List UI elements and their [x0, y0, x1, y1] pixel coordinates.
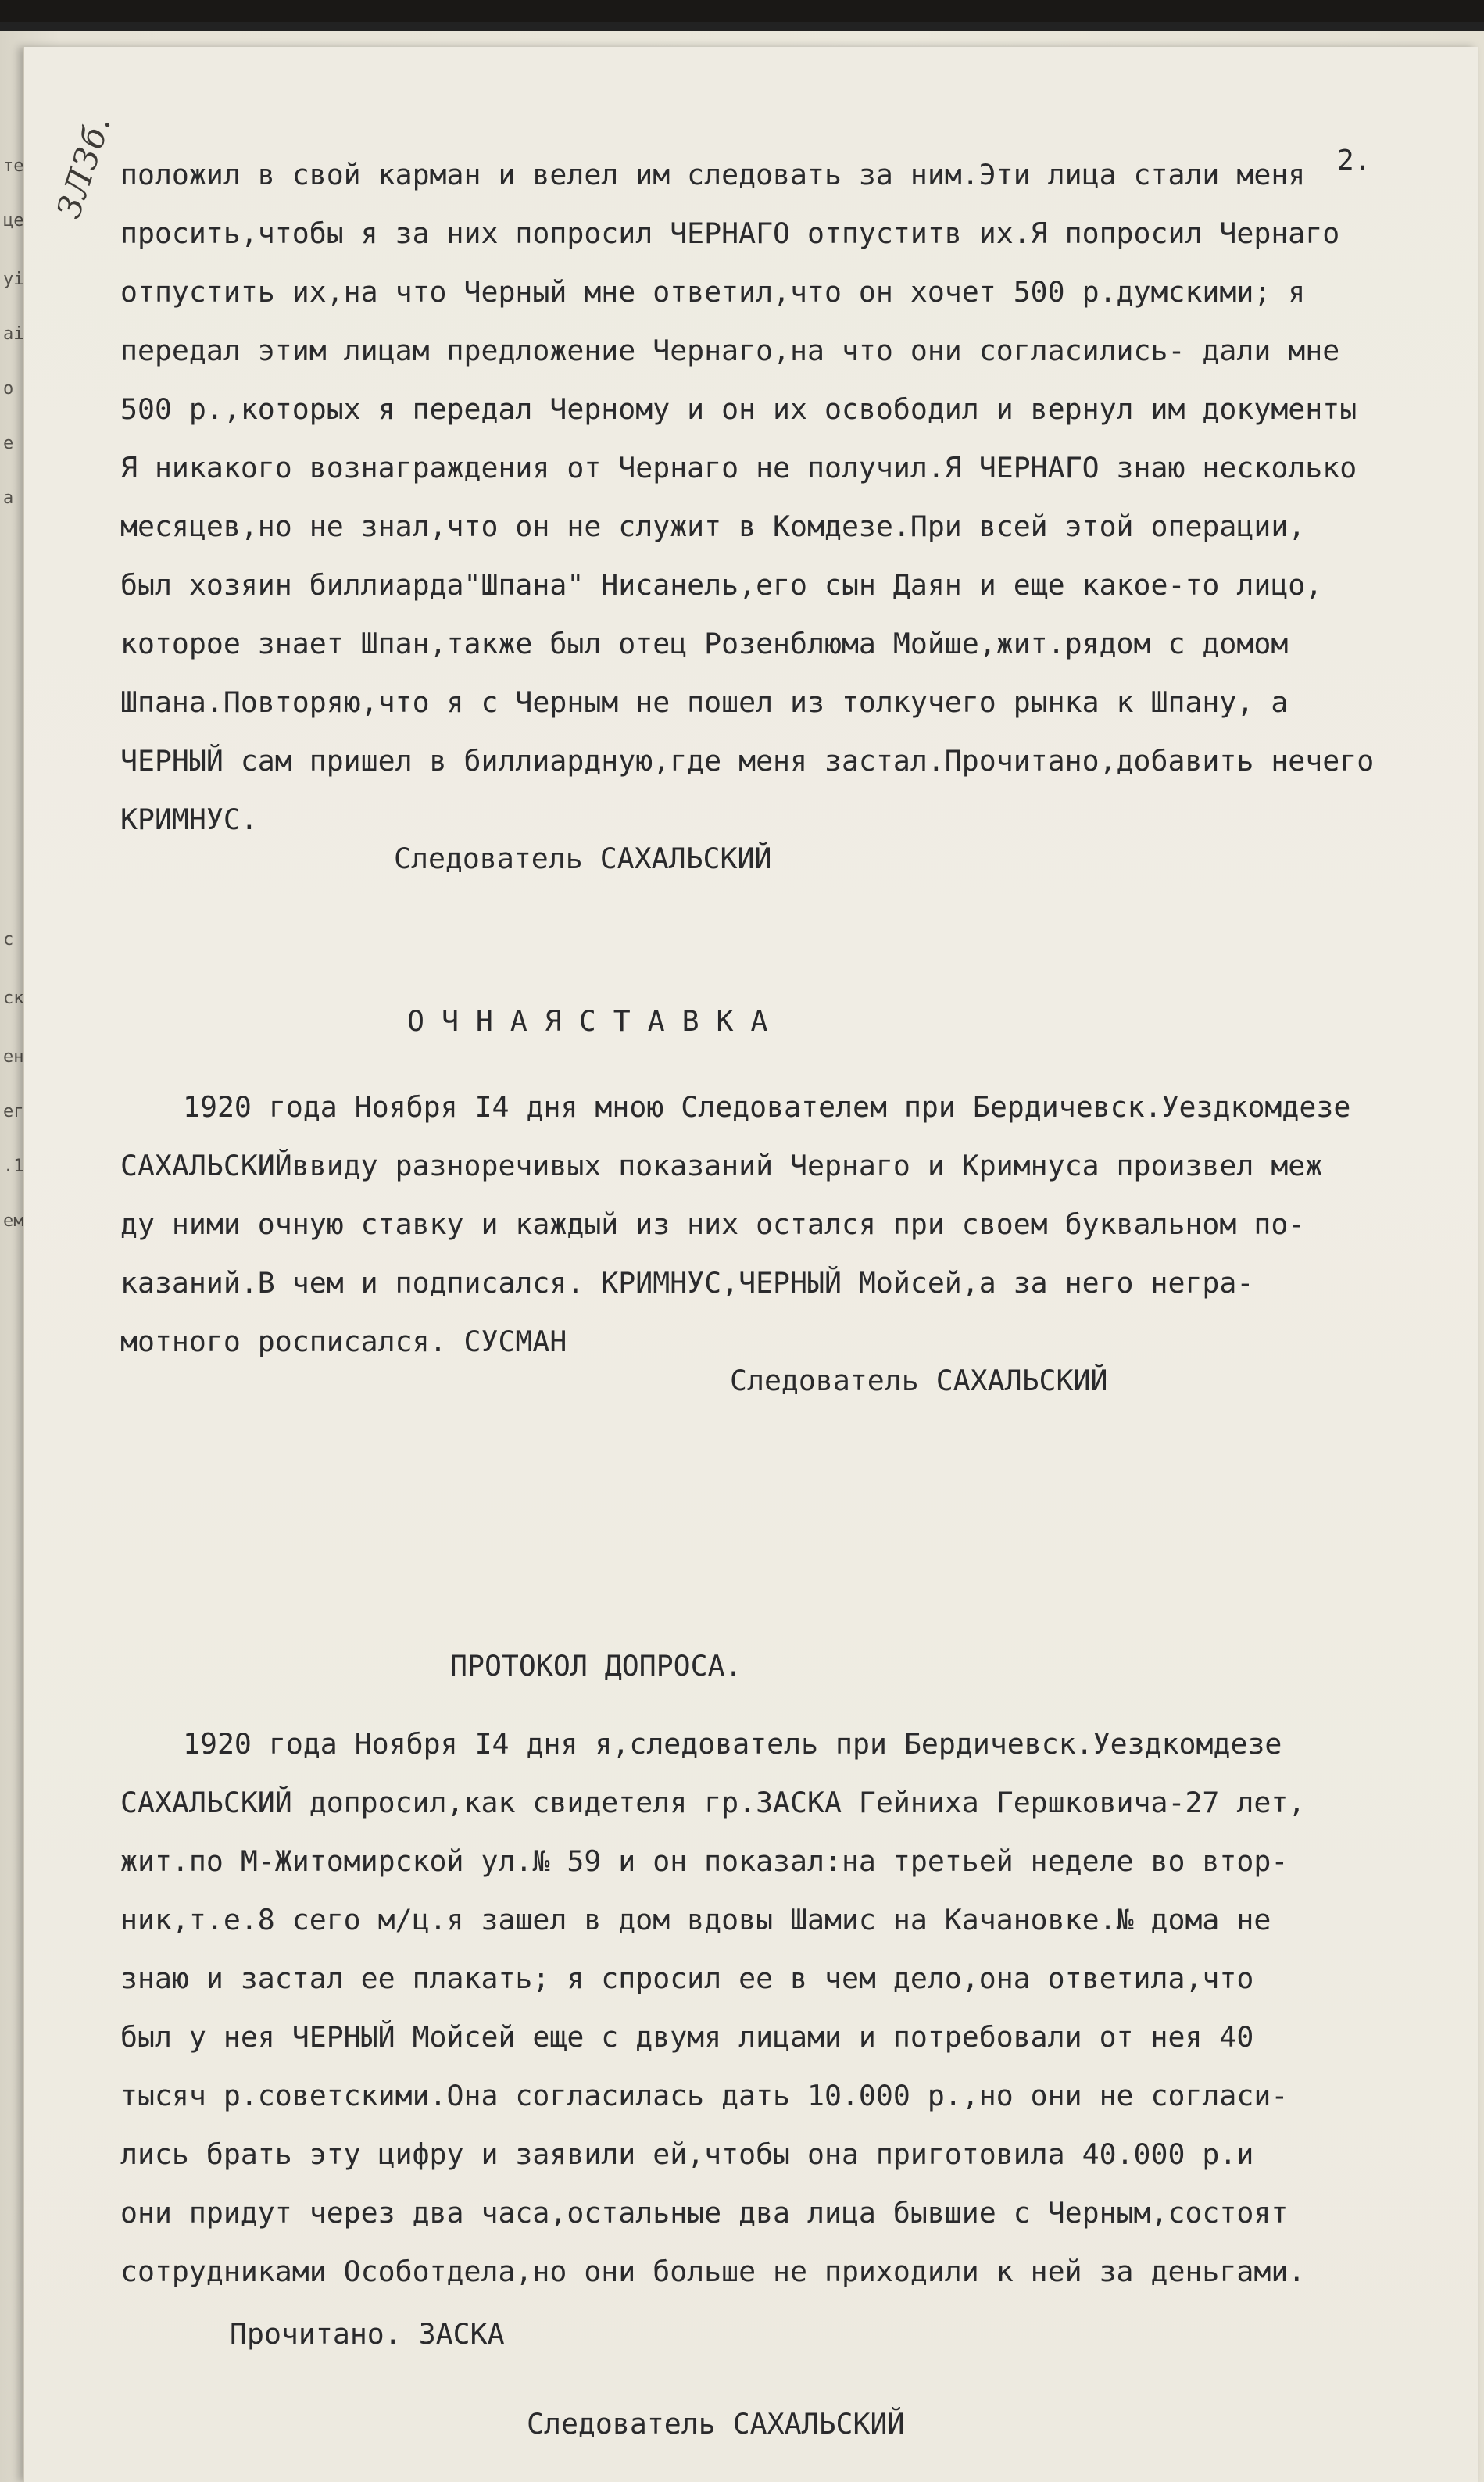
text-line: 1920 года Ноября I4 дня я,следователь при Бердичевск.Уездкомдезе	[183, 1727, 1282, 1761]
scanner-edge	[0, 0, 1484, 22]
read-note: Прочитано. ЗАСКА	[230, 2317, 505, 2351]
text-line: отпустить их,на что Черный мне ответил,что он хочет 500 р.думскими; я	[120, 275, 1306, 309]
text-line: ЧЕРНЫЙ сам пришел в биллиардную,где меня застал.Прочитано,добавить нечего	[120, 744, 1375, 778]
text-line: просить,чтобы я за них попросил ЧЕРНАГО отпуститв их.Я попросил Чернаго	[120, 216, 1340, 250]
margin-fragment: е	[3, 434, 14, 453]
text-line: САХАЛЬСКИЙ допросил,как свидетеля гр.ЗАСКА Гейниха Гершковича-27 лет,	[120, 1786, 1306, 1819]
margin-fragment: о	[3, 379, 14, 399]
margin-fragment: ск	[3, 989, 24, 1008]
text-line: Шпана.Повторяю,что я с Черным не пошел из толкучего рынка к Шпану, а	[120, 685, 1289, 719]
text-line: 1920 года Ноября I4 дня мною Следователем при Бердичевск.Уездкомдезе	[183, 1090, 1351, 1124]
text-line: мотного росписался. СУСМАН	[120, 1325, 567, 1358]
text-line: 500 р.,которых я передал Черному и он их освободил и вернул им документы	[120, 392, 1357, 426]
text-line: которое знает Шпан,также был отец Розенблюма Мойше,жит.рядом с домом	[120, 627, 1289, 660]
margin-fragment: а	[3, 488, 14, 508]
left-margin-fragments	[0, 0, 23, 2482]
text-line: был хозяин биллиарда"Шпана" Нисанель,его сын Даян и еще какое-то лицо,	[120, 568, 1323, 602]
margin-fragment: уі	[3, 270, 24, 289]
text-line: КРИМНУС.	[120, 803, 258, 836]
text-line: казаний.В чем и подписался. КРИМНУС,ЧЕРНЫЙ Мойсей,а за него негра-	[120, 1266, 1254, 1300]
text-line: тысяч р.советскими.Она согласилась дать 10.000 р.,но они не согласи-	[120, 2079, 1289, 2112]
text-line: ник,т.е.8 сего м/ц.я зашел в дом вдовы Шамис на Качановке.№ дома не	[120, 1903, 1271, 1937]
text-line: лись брать эту цифру и заявили ей,чтобы она приготовила 40.000 р.и	[120, 2137, 1254, 2171]
text-line: ду ними очную ставку и каждый из них остался при своем буквальном по-	[120, 1207, 1306, 1241]
text-line: знаю и застал ее плакать; я спросил ее в чем дело,она ответила,что	[120, 1962, 1254, 1995]
page-number: 2.	[1337, 145, 1371, 177]
margin-fragment: це	[3, 211, 24, 231]
text-line: жит.по М-Житомирской ул.№ 59 и он показал:на третьей неделе во втор-	[120, 1844, 1289, 1878]
text-line: они придут через два часа,остальные два лица бывшие с Черным,состоят	[120, 2196, 1289, 2230]
investigator-signature: Следователь САХАЛЬСКИЙ	[730, 1364, 1108, 1397]
archive-handwritten-mark: ЗЛЗб.	[49, 109, 119, 224]
document-page	[23, 47, 1478, 2482]
investigator-signature: Следователь САХАЛЬСКИЙ	[527, 2407, 905, 2441]
margin-fragment: аі	[3, 324, 24, 344]
text-line: сотрудниками Особотдела,но они больше не приходили к ней за деньгами.	[120, 2255, 1306, 2288]
margin-fragment: с	[3, 930, 14, 950]
text-line: месяцев,но не знал,что он не служит в Комдезе.При всей этой операции,	[120, 510, 1306, 543]
section-title-confrontation: О Ч Н А Я С Т А В К А	[407, 1004, 768, 1038]
margin-fragment: ег	[3, 1102, 24, 1121]
margin-fragment: .1	[3, 1157, 24, 1176]
investigator-signature: Следователь САХАЛЬСКИЙ	[394, 842, 772, 875]
section-title-interrogation: ПРОТОКОЛ ДОПРОСА.	[450, 1649, 742, 1683]
margin-fragment: ем	[3, 1211, 24, 1231]
text-line: Я никакого вознаграждения от Чернаго не получил.Я ЧЕРНАГО знаю несколько	[120, 451, 1357, 485]
margin-fragment: те	[3, 156, 24, 176]
text-line: САХАЛЬСКИЙввиду разноречивых показаний Чернаго и Кримнуса произвел меж	[120, 1149, 1323, 1182]
text-line: передал этим лицам предложение Чернаго,на что они согласились- дали мне	[120, 334, 1340, 367]
text-line: положил в свой карман и велел им следовать за ним.Эти лица стали меня	[120, 158, 1306, 191]
margin-fragment: ен	[3, 1047, 24, 1067]
text-line: был у нея ЧЕРНЫЙ Мойсей еще с двумя лицами и потребовали от нея 40	[120, 2020, 1254, 2054]
